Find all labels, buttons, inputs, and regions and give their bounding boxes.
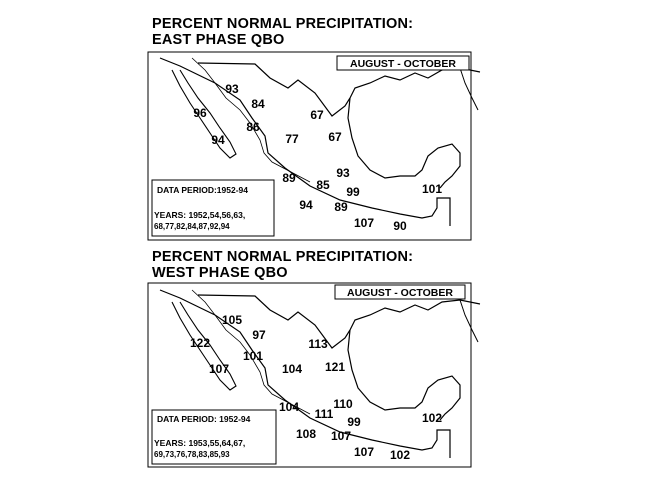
- station-value: 94: [299, 198, 313, 212]
- station-value: 121: [324, 360, 346, 374]
- station-value: 108: [295, 427, 317, 441]
- east-title-line1: PERCENT NORMAL PRECIPITATION:: [152, 16, 414, 32]
- station-value: 107: [208, 362, 230, 376]
- station-value: 105: [221, 313, 243, 327]
- station-value: 67: [328, 130, 342, 144]
- station-value: 104: [281, 362, 303, 376]
- west-years-line2: 69,73,76,78,83,85,93: [154, 450, 230, 459]
- station-value: 93: [336, 166, 350, 180]
- station-value: 102: [389, 448, 411, 462]
- west-season-label: AUGUST - OCTOBER: [347, 287, 453, 299]
- station-value: 67: [310, 108, 324, 122]
- station-value: 99: [347, 415, 361, 429]
- station-value: 89: [282, 171, 296, 185]
- station-value: 101: [242, 349, 264, 363]
- station-value: 84: [251, 97, 265, 111]
- station-value: 85: [316, 178, 330, 192]
- station-value: 89: [334, 200, 348, 214]
- east-season-label: AUGUST - OCTOBER: [350, 58, 456, 70]
- west-title-line1: PERCENT NORMAL PRECIPITATION:: [152, 249, 414, 265]
- station-value: 99: [346, 185, 360, 199]
- station-value: 104: [278, 400, 300, 414]
- station-value: 77: [285, 132, 299, 146]
- east-years-line2: 68,77,82,84,87,92,94: [154, 222, 230, 231]
- east-title-line2: EAST PHASE QBO: [152, 32, 285, 48]
- station-value: 122: [189, 336, 211, 350]
- west-years-line1: YEARS: 1953,55,64,67,: [154, 438, 246, 448]
- station-value: 90: [393, 219, 407, 233]
- station-value: 113: [308, 337, 328, 351]
- east-years-line1: YEARS: 1952,54,56,63,: [154, 210, 246, 220]
- station-value: 102: [421, 411, 443, 425]
- station-value: 94: [211, 133, 225, 147]
- station-value: 101: [421, 182, 443, 196]
- east-data-period: DATA PERIOD:1952-94: [157, 185, 249, 195]
- west-title-line2: WEST PHASE QBO: [152, 265, 288, 281]
- east-panel: [148, 52, 480, 240]
- station-value: 97: [252, 328, 266, 342]
- station-value: 86: [246, 120, 260, 134]
- station-value: 107: [330, 429, 352, 443]
- station-value: 93: [225, 82, 239, 96]
- station-value: 111: [314, 407, 334, 421]
- station-value: 110: [333, 397, 353, 411]
- station-value: 107: [353, 216, 375, 230]
- west-data-period: DATA PERIOD: 1952-94: [157, 414, 251, 424]
- west-panel: [148, 283, 480, 467]
- station-value: 96: [193, 106, 207, 120]
- station-value: 107: [353, 445, 375, 459]
